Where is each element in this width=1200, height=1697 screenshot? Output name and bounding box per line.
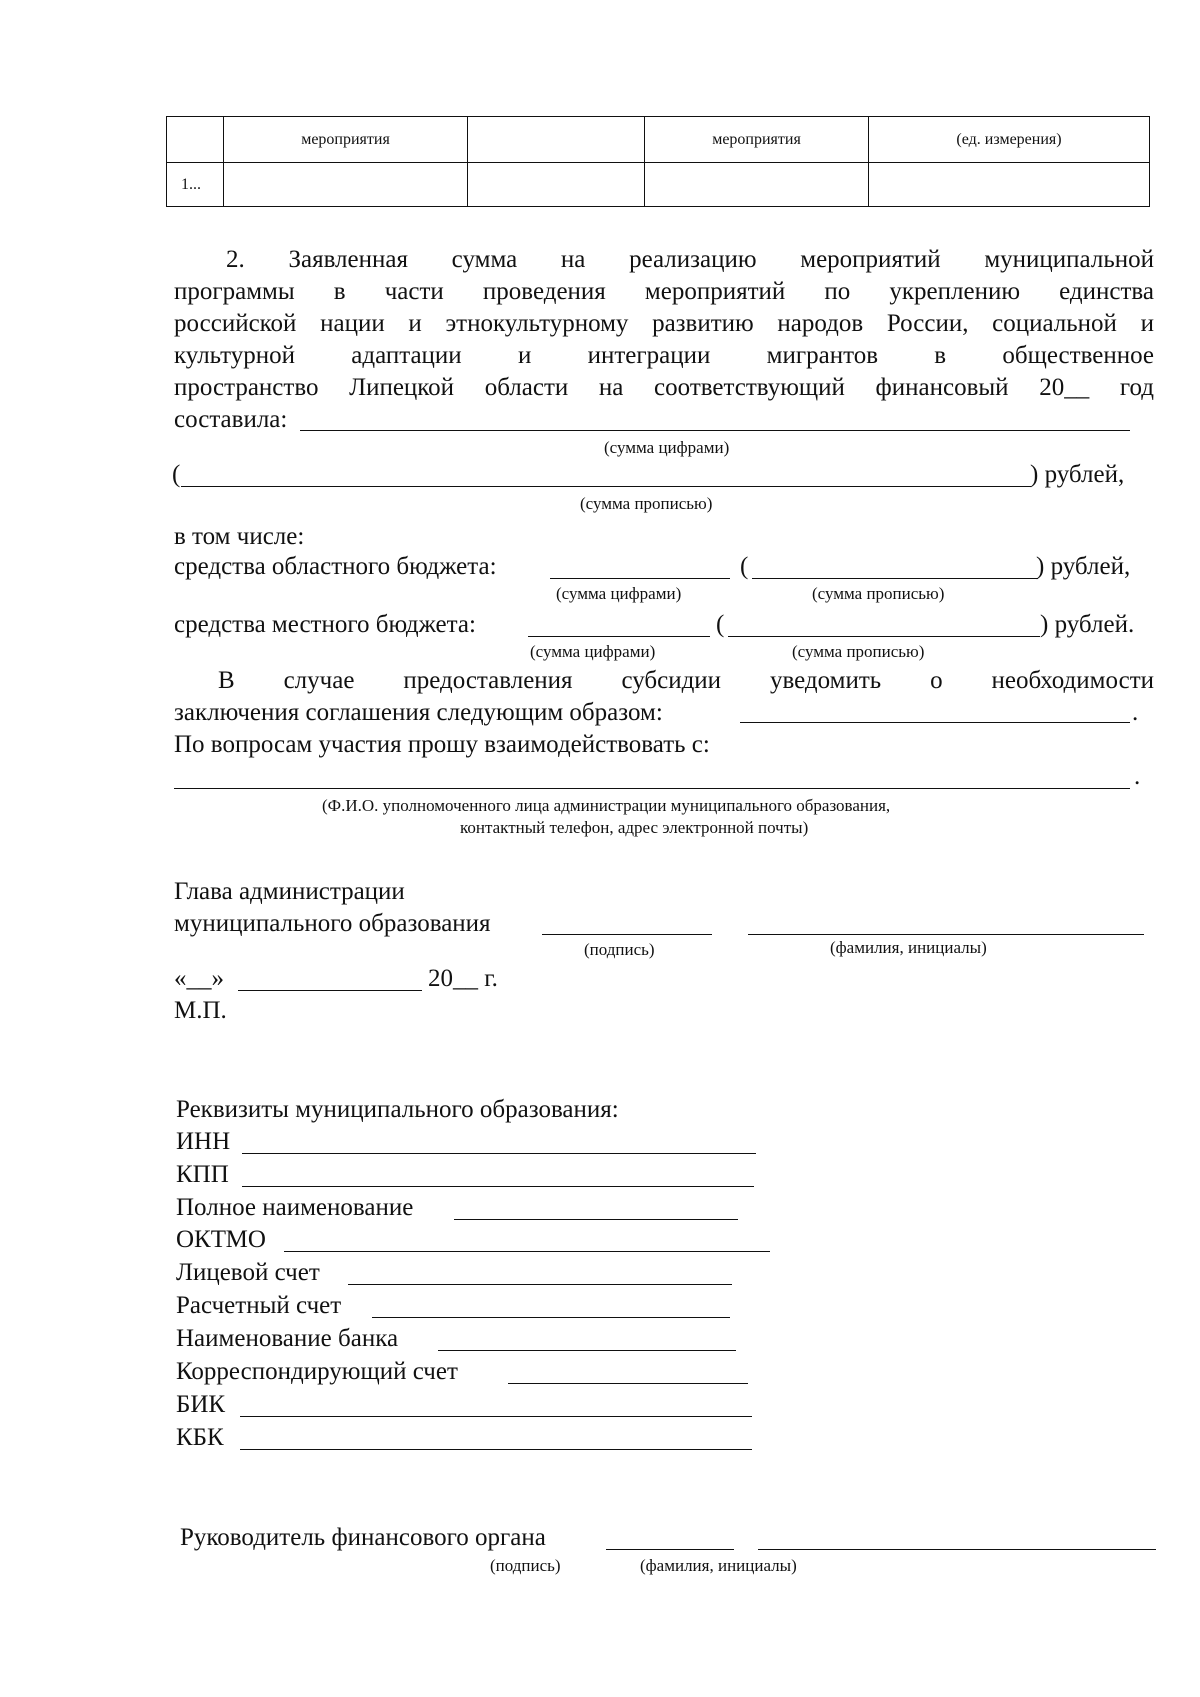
table-header-row	[167, 117, 1150, 163]
table-cell: (ед. измерения)	[869, 117, 1150, 163]
requisite-corr-account-label: Корреспондирующий счет	[176, 1358, 458, 1385]
table-cell	[869, 163, 1150, 207]
subsidy-line3: По вопросам участия прошу взаимодействовать с:	[174, 731, 710, 758]
requisite-bank-line	[438, 1350, 736, 1351]
table-cell	[224, 163, 468, 207]
requisite-inn-line	[242, 1153, 756, 1154]
requisite-kbk-line	[240, 1449, 752, 1450]
requisite-corr-account-line	[508, 1383, 748, 1384]
finance-head-label: Руководитель финансового органа	[180, 1524, 546, 1551]
caption-regional-words: (сумма прописью)	[812, 584, 945, 603]
including-label: в том числе:	[174, 523, 305, 550]
requisite-bik-line	[240, 1416, 752, 1417]
para2-line2: программы в части проведения мероприятий по укреплению единства	[174, 278, 1154, 305]
caption-finance-name: (фамилия, инициалы)	[640, 1556, 797, 1575]
sum-words-line	[181, 486, 1031, 487]
requisite-kpp-label: КПП	[176, 1161, 229, 1188]
table-row	[167, 163, 1150, 207]
local-open-paren: (	[716, 611, 725, 638]
regional-words-line	[752, 578, 1038, 579]
caption-contact-2: контактный телефон, адрес электронной почты)	[460, 818, 809, 837]
head-name-line	[748, 934, 1144, 935]
subsidy-line4-end: .	[1134, 763, 1141, 790]
requisite-oktmo-label: ОКТМО	[176, 1226, 266, 1253]
caption-sum-words: (сумма прописью)	[580, 494, 713, 513]
finance-signature-line	[606, 1549, 734, 1550]
regional-open-paren: (	[740, 553, 749, 580]
para2-last: составила:	[174, 406, 288, 433]
finance-name-line	[758, 1549, 1156, 1550]
table-cell	[468, 117, 645, 163]
para2-line1: 2. Заявленная сумма на реализацию мероприятий муниципальной	[226, 246, 1154, 273]
requisite-fullname-line	[454, 1219, 738, 1220]
requisite-oktmo-line	[284, 1251, 770, 1252]
caption-head-name: (фамилия, инициалы)	[830, 938, 987, 957]
caption-local-words: (сумма прописью)	[792, 642, 925, 661]
caption-contact-1: (Ф.И.О. уполномоченного лица администрации муниципального образования,	[322, 796, 891, 815]
requisite-settlement-account-line	[372, 1317, 730, 1318]
caption-finance-signature: (подпись)	[490, 1556, 561, 1575]
requisites-title: Реквизиты муниципального образования:	[176, 1096, 619, 1123]
head-signature-line	[542, 934, 712, 935]
table-cell: мероприятия	[224, 117, 468, 163]
local-budget-label: средства местного бюджета:	[174, 611, 476, 638]
contact-person-line	[174, 788, 1130, 789]
requisite-fullname-label: Полное наименование	[176, 1194, 414, 1221]
regional-end: ) рублей,	[1036, 553, 1131, 580]
requisite-bank-label: Наименование банка	[176, 1325, 399, 1352]
requisite-kpp-line	[242, 1186, 754, 1187]
local-words-line	[728, 636, 1040, 637]
requisite-bik-label: БИК	[176, 1391, 226, 1418]
head-title-line2: муниципального образования	[174, 910, 491, 937]
requisite-settlement-account-label: Расчетный счет	[176, 1292, 342, 1319]
requisite-inn-label: ИНН	[176, 1128, 231, 1155]
regional-budget-label: средства областного бюджета:	[174, 553, 497, 580]
caption-head-signature: (подпись)	[584, 940, 655, 959]
table-cell	[645, 163, 869, 207]
subsidy-line1: В случае предоставления субсидии уведомить о необходимости	[218, 667, 1154, 694]
table-cell	[468, 163, 645, 207]
requisite-personal-account-line	[348, 1284, 732, 1285]
table-cell	[167, 117, 224, 163]
para2-line4: культурной адаптации и интеграции мигрантов в общественное	[174, 342, 1154, 369]
events-table	[166, 116, 1150, 207]
caption-regional-digits: (сумма цифрами)	[556, 584, 682, 603]
date-day: «__»	[174, 965, 224, 992]
para2-line5: пространство Липецкой области на соответствующий финансовый 20__ год	[174, 374, 1154, 401]
head-title-line1: Глава администрации	[174, 878, 405, 905]
table-cell: мероприятия	[645, 117, 869, 163]
local-end: ) рублей.	[1040, 611, 1135, 638]
agreement-method-line	[740, 722, 1130, 723]
regional-digits-line	[550, 578, 730, 579]
date-year: 20__ г.	[428, 965, 498, 992]
open-paren: (	[172, 461, 181, 488]
rub-close: ) рублей,	[1030, 461, 1125, 488]
local-digits-line	[528, 636, 710, 637]
date-month-line	[238, 990, 422, 991]
requisite-personal-account-label: Лицевой счет	[176, 1259, 320, 1286]
caption-local-digits: (сумма цифрами)	[530, 642, 656, 661]
sum-digits-line	[300, 430, 1130, 431]
subsidy-line2: заключения соглашения следующим образом:	[174, 699, 663, 726]
para2-line3: российской нации и этнокультурному развитию народов России, социальной и	[174, 310, 1154, 337]
caption-sum-digits: (сумма цифрами)	[604, 438, 730, 457]
table-cell: 1...	[167, 163, 224, 207]
seal-mark: М.П.	[174, 997, 227, 1024]
subsidy-line2-end: .	[1132, 699, 1139, 726]
requisite-kbk-label: КБК	[176, 1424, 224, 1451]
